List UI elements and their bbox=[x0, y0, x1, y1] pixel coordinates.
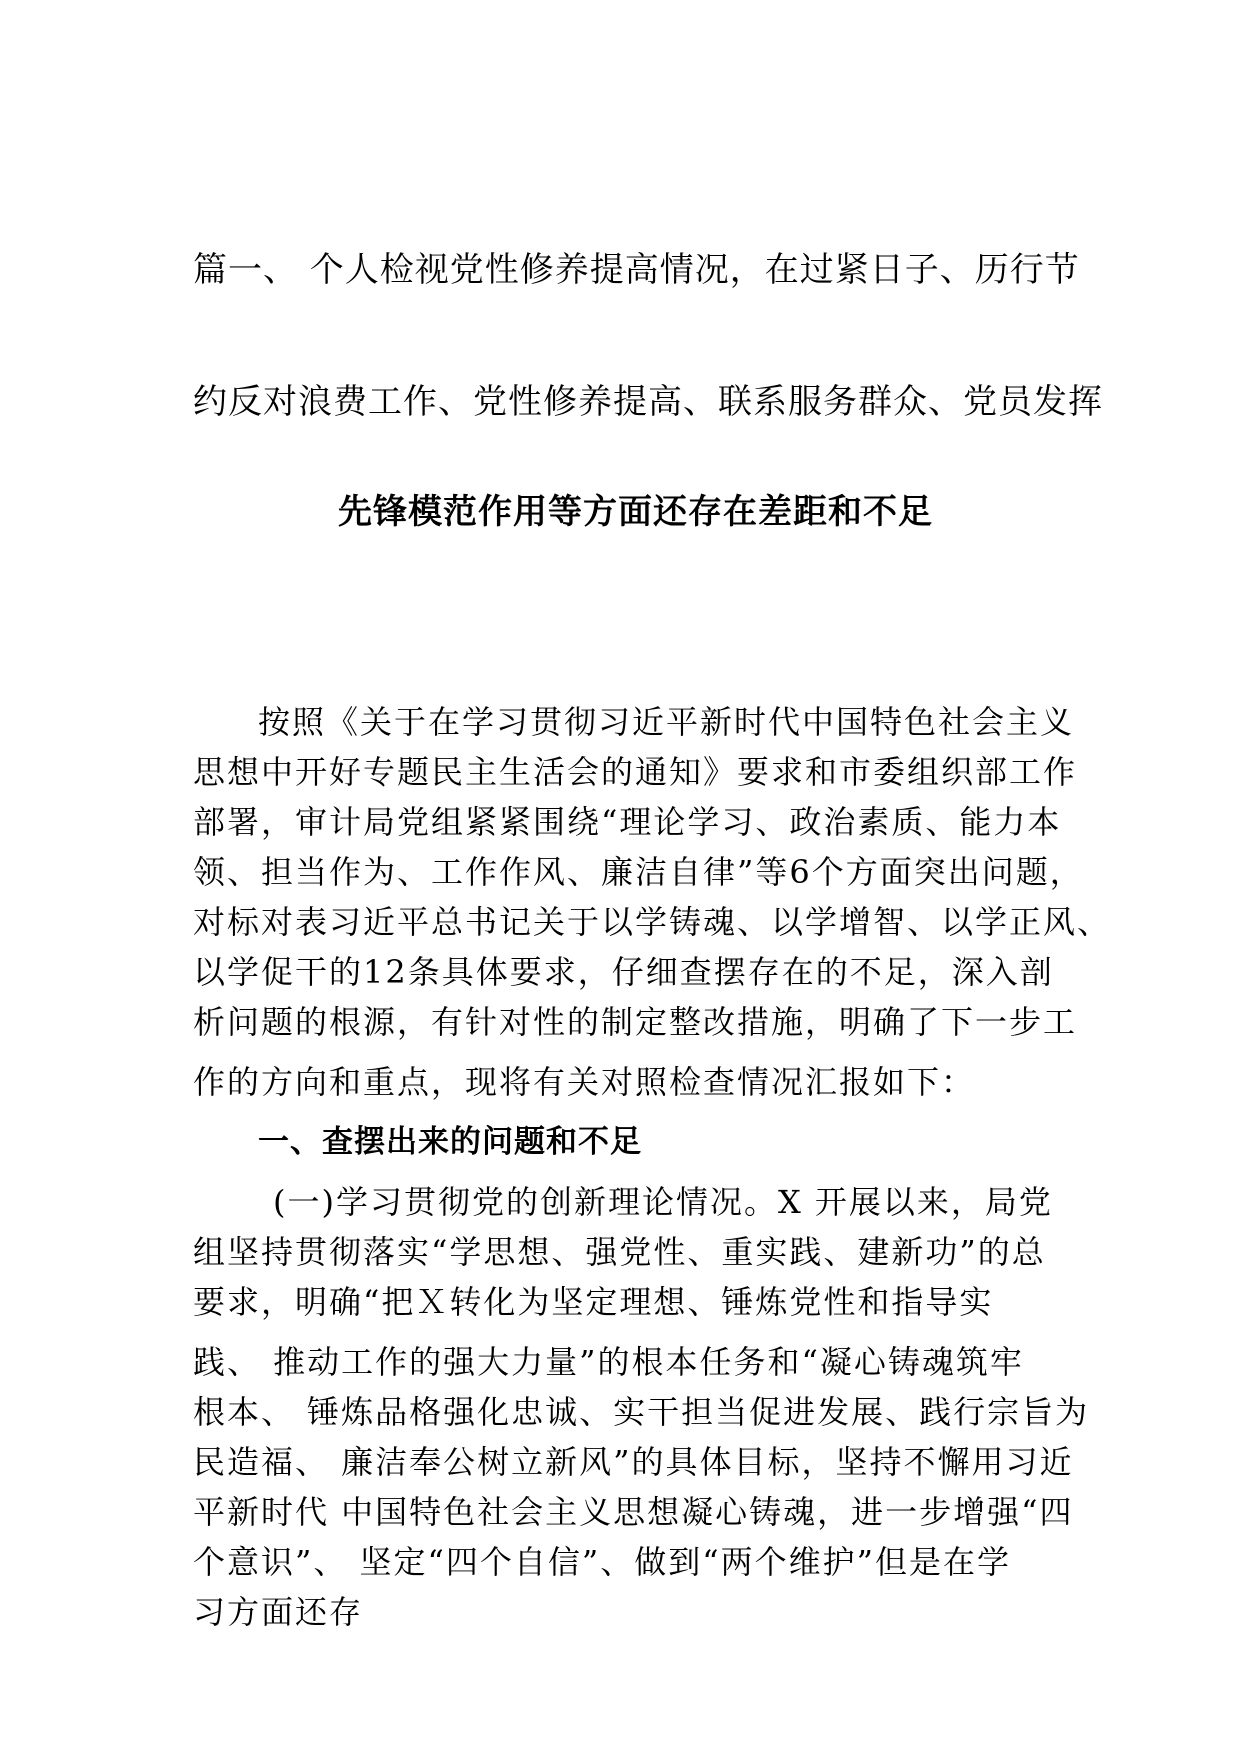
section-line-3: 要求，明确“把Ｘ转化为坚定理想、锤炼党性和指导实 bbox=[193, 1283, 994, 1321]
intro-line-3: 部署，审计局党组紧紧围绕“理论学习、政治素质、能力本 bbox=[193, 803, 1062, 841]
section-line-2: 组坚持贯彻落实“学思想、强党性、重实践、建新功”的总 bbox=[193, 1233, 1046, 1271]
section-heading: 一、查摆出来的问题和不足 bbox=[258, 1124, 642, 1160]
intro-line-7: 析问题的根源，有针对性的制定整改措施，明确了下一步工 bbox=[193, 1003, 1078, 1041]
intro-line-6: 以学促干的12条具体要求，仔细查摆存在的不足，深入剖 bbox=[193, 953, 1054, 991]
intro-line-5: 对标对表习近平总书记关于以学铸魂、以学增智、以学正风、 bbox=[193, 903, 1112, 941]
section-line-1: (一)学习贯彻党的创新理论情况。X 开展以来，局党 bbox=[273, 1183, 1053, 1221]
intro-line-2: 思想中开好专题民主生活会的通知》要求和市委组织部工作 bbox=[193, 753, 1078, 791]
section-line-5: 根本、 锤炼品格强化忠诚、实干担当促进发展、践行宗旨为 bbox=[193, 1393, 1090, 1431]
section-line-9: 习方面还存 bbox=[193, 1593, 364, 1631]
section-line-8: 个意识”、 坚定“四个自信”、做到“两个维护”但是在学 bbox=[193, 1543, 1011, 1581]
section-line-6: 民造福、 廉洁奉公树立新风”的具体目标，坚持不懈用习近 bbox=[193, 1443, 1074, 1481]
intro-line-1: 按照《关于在学习贯彻习近平新时代中国特色社会主义 bbox=[258, 703, 1075, 741]
document-title-line-2: 约反对浪费工作、党性修养提高、联系服务群众、党员发挥 bbox=[193, 382, 1103, 422]
section-line-4: 践、 推动工作的强大力量”的根本任务和“凝心铸魂筑牢 bbox=[193, 1343, 1024, 1381]
document-title-line-3: 先锋模范作用等方面还存在差距和不足 bbox=[338, 492, 933, 532]
intro-line-4: 领、担当作为、工作作风、廉洁自律”等6个方面突出问题， bbox=[193, 853, 1084, 891]
section-line-7: 平新时代 中国特色社会主义思想凝心铸魂，进一步增强“四 bbox=[193, 1493, 1074, 1531]
intro-line-8: 作的方向和重点，现将有关对照检查情况汇报如下： bbox=[193, 1063, 976, 1101]
document-title-line-1: 篇一、 个人检视党性修养提高情况，在过紧日子、历行节 bbox=[193, 250, 1080, 290]
